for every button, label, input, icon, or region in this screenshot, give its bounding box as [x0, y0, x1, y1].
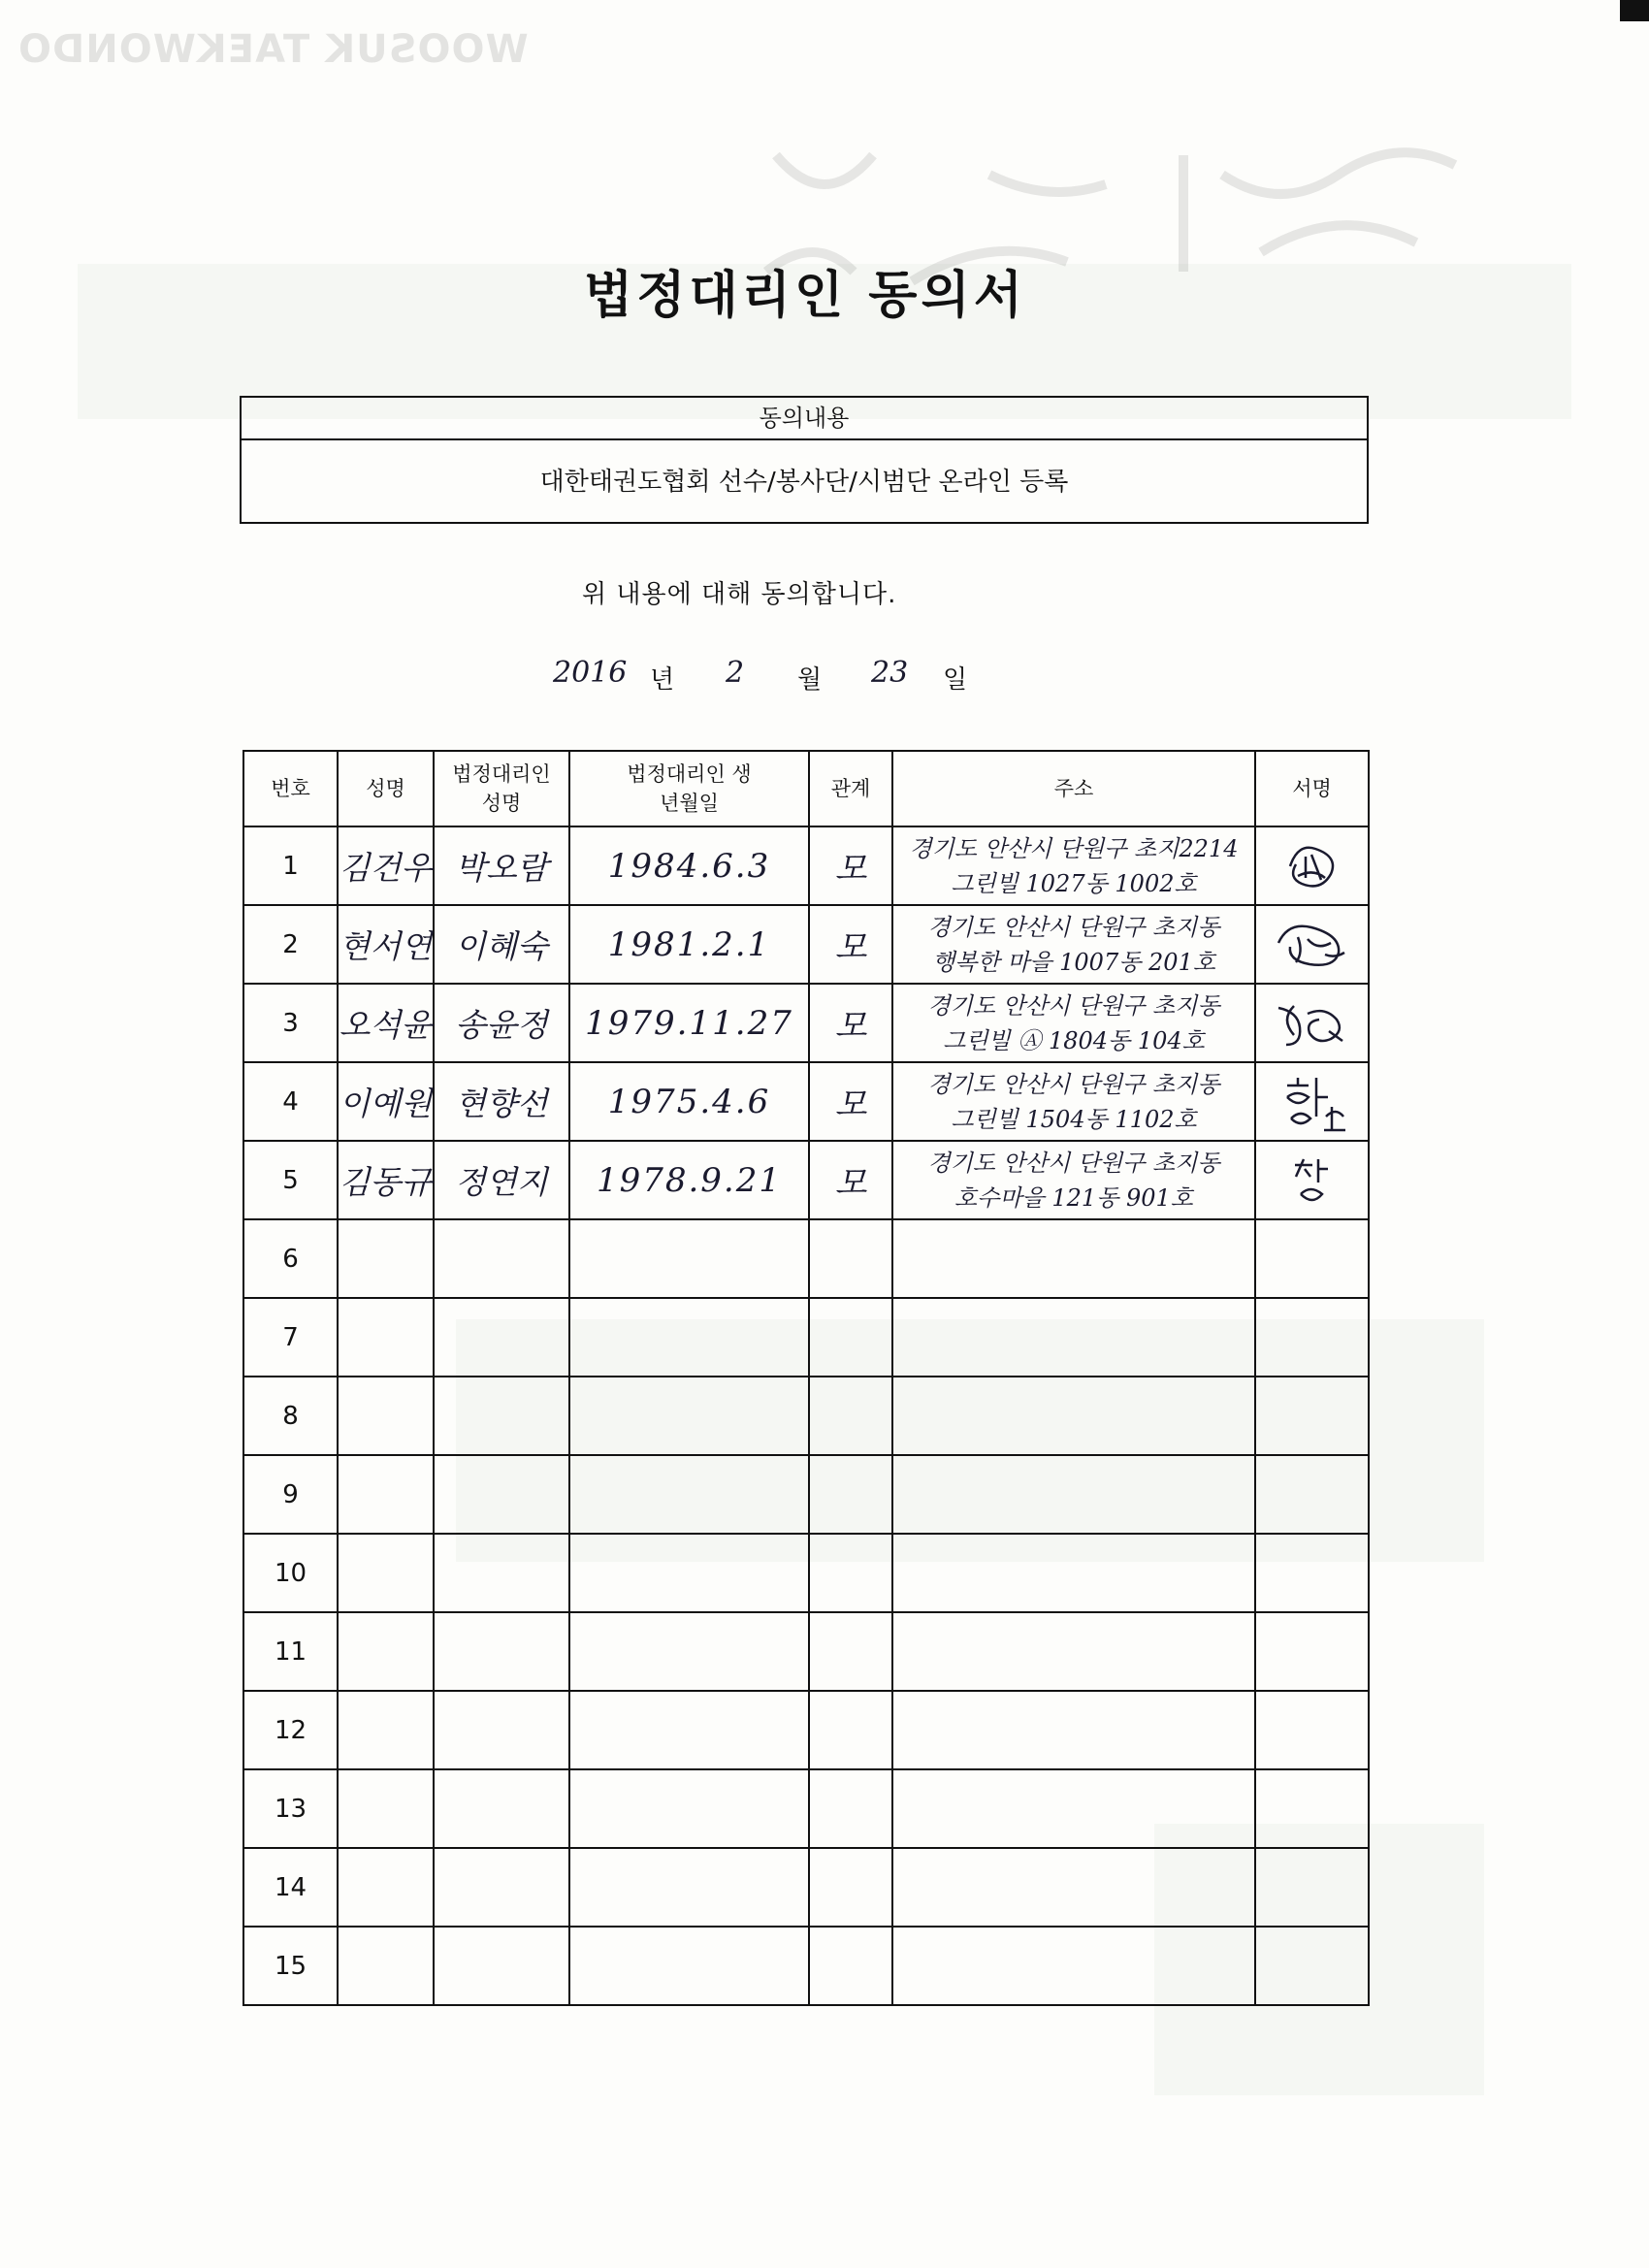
row-guardian — [434, 1612, 569, 1691]
header-relation: 관계 — [809, 751, 892, 826]
row-dob — [569, 1534, 809, 1612]
row-address — [892, 1298, 1255, 1377]
row-address-line2: 호수마을 121동 901호 — [954, 1183, 1193, 1212]
row-relation — [809, 1848, 892, 1927]
row-dob — [569, 1612, 809, 1691]
row-address-line1: 경기도 안산시 단원구 초지동 — [927, 913, 1220, 941]
row-signature — [1255, 1377, 1369, 1455]
row-dob: 1984.6.3 — [569, 826, 809, 905]
roster-table — [242, 750, 1370, 2006]
row-relation: 모 — [809, 905, 892, 984]
row-address — [892, 1691, 1255, 1769]
row-signature — [1255, 826, 1369, 905]
row-number: 12 — [243, 1691, 338, 1769]
row-relation: 모 — [809, 1141, 892, 1219]
row-guardian — [434, 1219, 569, 1298]
row-address-line1: 경기도 안산시 단원구 초지동 — [927, 1070, 1220, 1098]
row-guardian: 박오람 — [434, 826, 569, 905]
row-number: 1 — [243, 826, 338, 905]
row-address-line2: 그린빌 1504동 1102호 — [951, 1105, 1197, 1133]
row-guardian — [434, 1298, 569, 1377]
row-dob: 1979.11.27 — [569, 984, 809, 1062]
table-row — [243, 905, 1369, 984]
date-year-unit: 년 — [650, 665, 675, 695]
table-row — [243, 1298, 1369, 1377]
table-row — [243, 1927, 1369, 2005]
row-name — [338, 1769, 434, 1848]
row-dob — [569, 1219, 809, 1298]
row-number: 8 — [243, 1377, 338, 1455]
row-relation — [809, 1612, 892, 1691]
row-address-line2: 행복한 마을 1007동 201호 — [931, 948, 1216, 976]
row-address — [892, 1848, 1255, 1927]
table-row — [243, 1141, 1369, 1219]
row-dob — [569, 1298, 809, 1377]
row-guardian — [434, 1769, 569, 1848]
row-guardian: 정연지 — [434, 1141, 569, 1219]
row-signature — [1255, 984, 1369, 1062]
row-guardian — [434, 1455, 569, 1534]
scan-edge-mark — [1620, 0, 1649, 21]
row-guardian — [434, 1377, 569, 1455]
date-line — [0, 656, 1649, 718]
row-name — [338, 1612, 434, 1691]
row-relation — [809, 1455, 892, 1534]
row-guardian: 현향선 — [434, 1062, 569, 1141]
row-address — [892, 826, 1255, 905]
header-guardian-name — [434, 751, 569, 826]
date-year: 2016 — [553, 656, 628, 690]
row-number: 4 — [243, 1062, 338, 1141]
table-row — [243, 1691, 1369, 1769]
consent-heading: 동의내용 — [242, 398, 1367, 440]
row-relation — [809, 1691, 892, 1769]
date-day: 23 — [871, 656, 909, 690]
row-number: 2 — [243, 905, 338, 984]
table-row — [243, 1455, 1369, 1534]
row-relation — [809, 1219, 892, 1298]
row-signature — [1255, 1219, 1369, 1298]
row-name: 현서연 — [338, 905, 434, 984]
row-dob: 1981.2.1 — [569, 905, 809, 984]
date-day-unit: 일 — [943, 665, 968, 695]
table-row — [243, 1534, 1369, 1612]
row-number: 3 — [243, 984, 338, 1062]
row-signature — [1255, 1455, 1369, 1534]
consent-content: 대한태권도협회 선수/봉사단/시범단 온라인 등록 — [539, 468, 1069, 497]
row-signature — [1255, 1298, 1369, 1377]
date-month: 2 — [726, 656, 745, 690]
table-row — [243, 984, 1369, 1062]
row-number: 15 — [243, 1927, 338, 2005]
row-name: 김동규 — [338, 1141, 434, 1219]
table-header-row — [243, 751, 1369, 826]
row-guardian: 이혜숙 — [434, 905, 569, 984]
row-guardian — [434, 1848, 569, 1927]
header-signature: 서명 — [1255, 751, 1369, 826]
row-name — [338, 1377, 434, 1455]
row-address-line1: 경기도 안산시 단원구 초지2214 — [909, 834, 1239, 862]
row-address — [892, 1927, 1255, 2005]
row-number: 13 — [243, 1769, 338, 1848]
row-signature — [1255, 1141, 1369, 1219]
consent-box — [240, 396, 1369, 524]
row-dob — [569, 1377, 809, 1455]
agreement-statement: 위 내용에 대해 동의합니다. — [582, 580, 897, 609]
row-number: 11 — [243, 1612, 338, 1691]
document-title: 법정대리인 동의서 — [584, 267, 1026, 325]
row-guardian: 송윤정 — [434, 984, 569, 1062]
row-address — [892, 1141, 1255, 1219]
row-address — [892, 1062, 1255, 1141]
row-signature — [1255, 1769, 1369, 1848]
signature-3-image — [1269, 994, 1356, 1053]
table-row — [243, 826, 1369, 905]
signature-4-image — [1274, 1068, 1351, 1136]
row-signature — [1255, 1848, 1369, 1927]
row-address — [892, 905, 1255, 984]
row-number: 7 — [243, 1298, 338, 1377]
row-name — [338, 1298, 434, 1377]
row-address-line2: 그린빌 Ⓐ 1804동 104호 — [943, 1026, 1205, 1054]
signature-5-image — [1283, 1151, 1342, 1210]
row-number: 10 — [243, 1534, 338, 1612]
row-relation — [809, 1769, 892, 1848]
row-number: 9 — [243, 1455, 338, 1534]
row-name — [338, 1455, 434, 1534]
row-relation: 모 — [809, 826, 892, 905]
header-guardian-name-text: 법정대리인 성명 — [452, 762, 551, 815]
row-address — [892, 1219, 1255, 1298]
row-dob — [569, 1769, 809, 1848]
row-address — [892, 1377, 1255, 1455]
header-guardian-dob-text: 법정대리인 생년월일 — [627, 762, 752, 815]
row-dob — [569, 1927, 809, 2005]
row-dob: 1975.4.6 — [569, 1062, 809, 1141]
signature-2-image — [1269, 916, 1356, 974]
row-address-line1: 경기도 안산시 단원구 초지동 — [927, 1149, 1220, 1177]
row-relation: 모 — [809, 984, 892, 1062]
row-guardian — [434, 1691, 569, 1769]
row-dob — [569, 1691, 809, 1769]
header-name: 성명 — [338, 751, 434, 826]
row-signature — [1255, 905, 1369, 984]
header-number: 번호 — [243, 751, 338, 826]
row-address — [892, 1769, 1255, 1848]
row-guardian — [434, 1534, 569, 1612]
header-guardian-dob — [569, 751, 809, 826]
row-relation — [809, 1927, 892, 2005]
row-number: 14 — [243, 1848, 338, 1927]
row-name: 김건우 — [338, 826, 434, 905]
row-relation — [809, 1534, 892, 1612]
row-name — [338, 1534, 434, 1612]
row-signature — [1255, 1062, 1369, 1141]
row-number: 6 — [243, 1219, 338, 1298]
row-name — [338, 1927, 434, 2005]
row-address — [892, 984, 1255, 1062]
header-address: 주소 — [892, 751, 1255, 826]
row-address-line2: 그린빌 1027동 1002호 — [951, 869, 1197, 897]
row-name — [338, 1219, 434, 1298]
row-dob: 1978.9.21 — [569, 1141, 809, 1219]
row-relation — [809, 1298, 892, 1377]
row-address — [892, 1455, 1255, 1534]
row-signature — [1255, 1612, 1369, 1691]
signature-1-image — [1278, 837, 1346, 895]
bleed-through-header: WOOSUK TAEKWONDO — [17, 27, 529, 72]
row-name: 오석윤 — [338, 984, 434, 1062]
table-row — [243, 1062, 1369, 1141]
row-relation — [809, 1377, 892, 1455]
row-address-line1: 경기도 안산시 단원구 초지동 — [927, 991, 1220, 1020]
row-name — [338, 1848, 434, 1927]
row-address — [892, 1612, 1255, 1691]
row-dob — [569, 1455, 809, 1534]
table-row — [243, 1219, 1369, 1298]
row-signature — [1255, 1927, 1369, 2005]
table-row — [243, 1612, 1369, 1691]
row-dob — [569, 1848, 809, 1927]
row-name — [338, 1691, 434, 1769]
row-signature — [1255, 1534, 1369, 1612]
row-signature — [1255, 1691, 1369, 1769]
table-row — [243, 1769, 1369, 1848]
table-row — [243, 1377, 1369, 1455]
row-relation: 모 — [809, 1062, 892, 1141]
table-row — [243, 1848, 1369, 1927]
row-name: 이예원 — [338, 1062, 434, 1141]
date-month-unit: 월 — [797, 665, 823, 695]
row-address — [892, 1534, 1255, 1612]
row-guardian — [434, 1927, 569, 2005]
row-number: 5 — [243, 1141, 338, 1219]
